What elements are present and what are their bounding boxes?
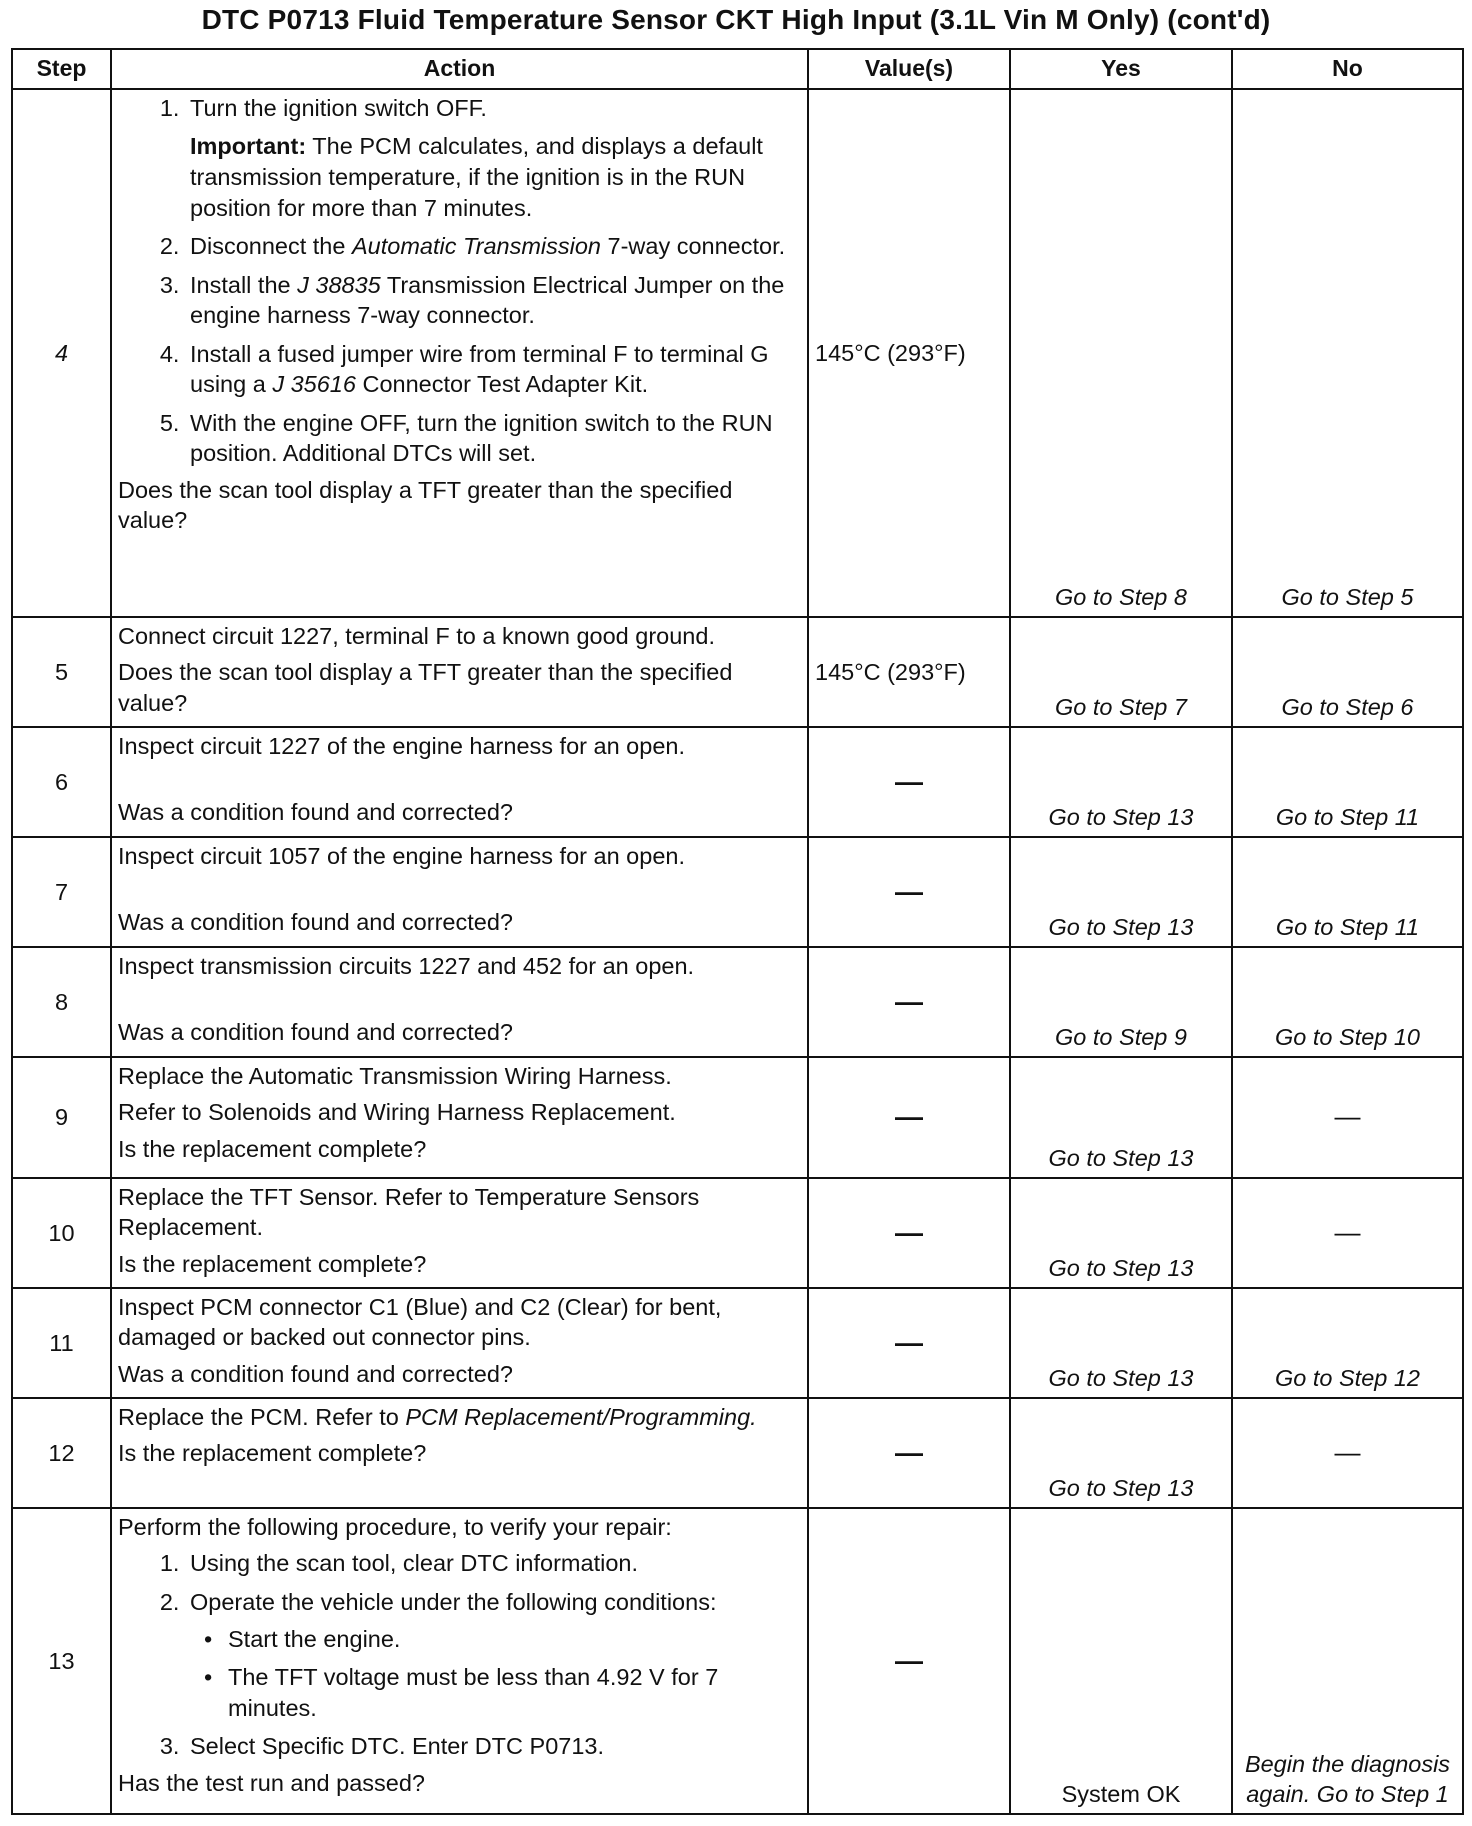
- important-note: [190, 131, 801, 223]
- table-header-row: [12, 49, 1463, 89]
- yes-cell: Go to Step 8: [1010, 89, 1232, 617]
- value-cell: —: [808, 727, 1010, 837]
- instruction-item: [186, 93, 801, 223]
- no-cell: Begin the diagnosis again. Go to Step 1: [1232, 1508, 1463, 1814]
- table-row-step-11: [12, 1288, 1463, 1398]
- instruction-item: [186, 1731, 801, 1762]
- yes-cell: Go to Step 13: [1010, 837, 1232, 947]
- action-text: Perform the following procedure, to verify your repair:: [118, 1513, 672, 1540]
- action-cell: [111, 1508, 808, 1814]
- question-text: Was a condition found and corrected?: [118, 909, 513, 936]
- yes-cell: Go to Step 13: [1010, 1288, 1232, 1398]
- step-number: 13: [12, 1508, 111, 1814]
- instruction-text: Install a fused jumper wire from terminal F to terminal G using a: [190, 340, 769, 398]
- action-cell: [111, 727, 808, 837]
- value-cell: —: [808, 837, 1010, 947]
- no-cell: Go to Step 11: [1232, 727, 1463, 837]
- question-text: Is the replacement complete?: [118, 1135, 427, 1162]
- table-row-step-7: [12, 837, 1463, 947]
- value-cell: —: [808, 1508, 1010, 1814]
- instruction-item: [186, 408, 801, 469]
- step-number: 4: [12, 89, 111, 617]
- action-text: Inspect circuit 1227 of the engine harness for an open.: [118, 732, 685, 759]
- instruction-text: Turn the ignition switch OFF.: [190, 94, 487, 121]
- question-text: Is the replacement complete?: [118, 1440, 427, 1467]
- action-cell: [111, 947, 808, 1057]
- table-row-step-10: [12, 1178, 1463, 1288]
- action-cell: [111, 89, 808, 617]
- step-number: 6: [12, 727, 111, 837]
- diagnostic-table: [11, 48, 1464, 1815]
- reference-italic: PCM Replacement/Programming.: [405, 1403, 757, 1430]
- step-number: 8: [12, 947, 111, 1057]
- question-text: Was a condition found and corrected?: [118, 799, 513, 826]
- yes-cell: Go to Step 9: [1010, 947, 1232, 1057]
- no-cell: Go to Step 12: [1232, 1288, 1463, 1398]
- action-text: Refer to Solenoids and Wiring Harness Replacement.: [118, 1099, 676, 1126]
- table-row-step-8: [12, 947, 1463, 1057]
- action-text: Inspect transmission circuits 1227 and 452 for an open.: [118, 952, 695, 979]
- instruction-list: [118, 93, 801, 469]
- no-cell: Go to Step 6: [1232, 617, 1463, 727]
- instruction-text: Operate the vehicle under the following conditions:: [190, 1588, 717, 1615]
- instruction-text: Select Specific DTC. Enter DTC P0713.: [190, 1733, 605, 1760]
- page-title: DTC P0713 Fluid Temperature Sensor CKT High Input (3.1L Vin M Only) (cont'd): [201, 4, 1271, 35]
- value-cell: —: [808, 1178, 1010, 1288]
- action-text: Replace the Automatic Transmission Wiring Harness.: [118, 1062, 672, 1089]
- action-text: [118, 1402, 801, 1433]
- value-cell: —: [808, 1288, 1010, 1398]
- table-row-step-4: [12, 89, 1463, 617]
- important-label: Important:: [190, 133, 307, 160]
- no-cell: —: [1232, 1057, 1463, 1178]
- instruction-text: 7-way connector.: [600, 233, 786, 260]
- instruction-text: Connector Test Adapter Kit.: [355, 371, 649, 398]
- condition-list: [190, 1624, 801, 1724]
- no-cell: Go to Step 10: [1232, 947, 1463, 1057]
- condition-item: • Start the engine.: [224, 1624, 801, 1655]
- step-number: 7: [12, 837, 111, 947]
- instruction-item: [186, 270, 801, 331]
- step-number: 9: [12, 1057, 111, 1178]
- header-action: Action: [111, 49, 808, 89]
- yes-cell: Go to Step 7: [1010, 617, 1232, 727]
- table-row-step-12: [12, 1398, 1463, 1508]
- yes-cell: Go to Step 13: [1010, 1398, 1232, 1508]
- header-values: Value(s): [808, 49, 1010, 89]
- yes-cell: Go to Step 13: [1010, 1057, 1232, 1178]
- tool-number: J 38835: [297, 271, 381, 298]
- action-text: Connect circuit 1227, terminal F to a known good ground.: [118, 622, 715, 649]
- action-cell: [111, 617, 808, 727]
- value-cell: —: [808, 947, 1010, 1057]
- action-cell: [111, 1398, 808, 1508]
- instruction-text: Disconnect the: [190, 233, 352, 260]
- table-row-step-9: [12, 1057, 1463, 1178]
- action-cell: [111, 837, 808, 947]
- action-text-plain: Replace the PCM. Refer to: [118, 1403, 406, 1430]
- instruction-text: Install the: [190, 271, 298, 298]
- step-number: 12: [12, 1398, 111, 1508]
- question-text: Was a condition found and corrected?: [118, 1019, 513, 1046]
- header-no: No: [1232, 49, 1463, 89]
- instruction-item: [186, 1587, 801, 1723]
- header-step: Step: [12, 49, 111, 89]
- yes-cell: System OK: [1010, 1508, 1232, 1814]
- value-cell: —: [808, 1398, 1010, 1508]
- important-text: The PCM calculates, and displays a default transmission temperature, if the ignition is in the RUN position for more than 7 minutes.: [190, 133, 763, 221]
- instruction-text: Using the scan tool, clear DTC information.: [190, 1550, 638, 1577]
- no-cell: Go to Step 5: [1232, 89, 1463, 617]
- header-yes: Yes: [1010, 49, 1232, 89]
- condition-item: • The TFT voltage must be less than 4.92 V for 7 minutes.: [224, 1662, 801, 1723]
- yes-cell: Go to Step 13: [1010, 1178, 1232, 1288]
- instruction-item: [186, 1548, 801, 1579]
- action-cell: [111, 1288, 808, 1398]
- question-text: Does the scan tool display a TFT greater than the specified value?: [118, 659, 733, 716]
- instruction-text: With the engine OFF, turn the ignition switch to the RUN position. Additional DTCs will set.: [190, 409, 773, 467]
- question-text: Was a condition found and corrected?: [118, 1360, 513, 1387]
- instruction-item: [186, 231, 801, 262]
- instruction-list: [118, 1548, 801, 1761]
- action-text: Inspect circuit 1057 of the engine harness for an open.: [118, 842, 685, 869]
- table-row-step-6: [12, 727, 1463, 837]
- value-cell: 145°C (293°F): [808, 89, 1010, 617]
- instruction-item: [186, 339, 801, 400]
- value-cell: 145°C (293°F): [808, 617, 1010, 727]
- step-number: 10: [12, 1178, 111, 1288]
- action-text: Inspect PCM connector C1 (Blue) and C2 (Clear) for bent, damaged or backed out connector pins.: [118, 1293, 722, 1351]
- step-number: 5: [12, 617, 111, 727]
- action-cell: [111, 1057, 808, 1178]
- table-row-step-5: [12, 617, 1463, 727]
- no-cell: —: [1232, 1178, 1463, 1288]
- step-number: 11: [12, 1288, 111, 1398]
- instruction-text: Transmission Electrical Jumper on the engine harness 7-way connector.: [190, 271, 785, 329]
- no-cell: —: [1232, 1398, 1463, 1508]
- question-text: Has the test run and passed?: [118, 1769, 426, 1796]
- question-text: Does the scan tool display a TFT greater than the specified value?: [118, 476, 733, 534]
- reference-italic: Automatic Transmission: [351, 233, 601, 260]
- tool-number: J 35616: [272, 371, 356, 398]
- no-cell: Go to Step 11: [1232, 837, 1463, 947]
- value-cell: —: [808, 1057, 1010, 1178]
- question-text: Is the replacement complete?: [118, 1250, 427, 1277]
- action-text: Replace the TFT Sensor. Refer to Temperature Sensors Replacement.: [118, 1183, 700, 1241]
- yes-cell: Go to Step 13: [1010, 727, 1232, 837]
- action-cell: [111, 1178, 808, 1288]
- table-row-step-13: [12, 1508, 1463, 1814]
